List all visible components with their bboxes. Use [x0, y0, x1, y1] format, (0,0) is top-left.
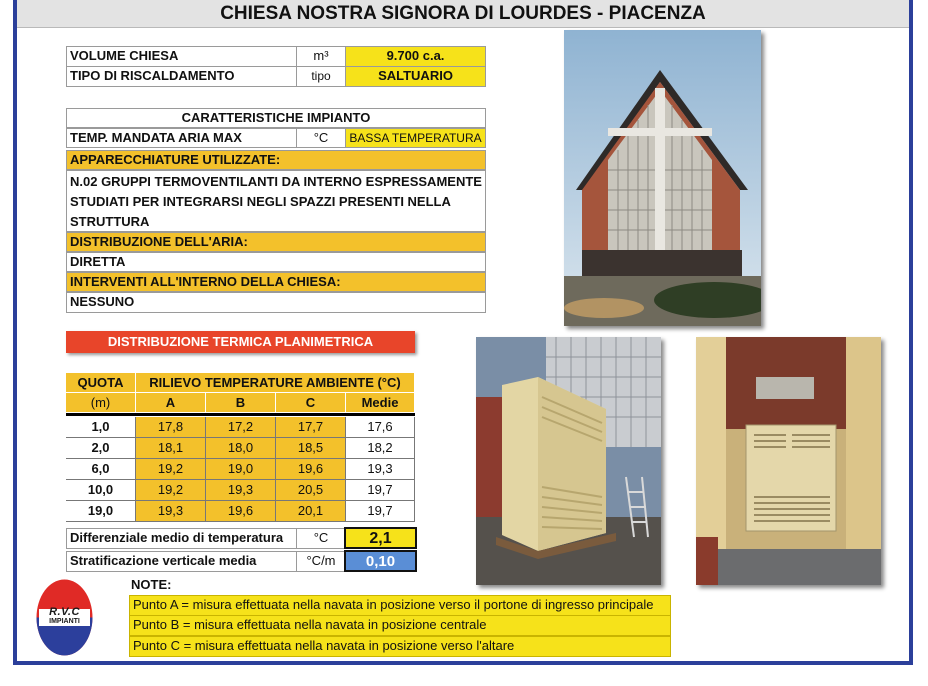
heating-unit: tipo — [296, 66, 346, 87]
equipment-line: STRUTTURA — [70, 214, 150, 229]
church-image — [564, 30, 761, 326]
indoor-unit-photo — [696, 337, 881, 585]
volume-label: VOLUME CHIESA — [66, 46, 297, 67]
outdoor-unit-photo — [476, 337, 661, 585]
strat-unit: °C/m — [296, 551, 346, 572]
row-value-medie: 17,6 — [346, 417, 415, 438]
row-value-a: 19,3 — [136, 501, 206, 522]
page-title: CHIESA NOSTRA SIGNORA DI LOURDES - PIACENZA — [17, 0, 909, 28]
strat-label: Stratificazione verticale media — [66, 551, 297, 572]
temp-unit: °C — [296, 128, 346, 148]
row-value-a: 19,2 — [136, 480, 206, 501]
row-value-medie: 19,3 — [346, 459, 415, 480]
note-b: Punto B = misura effettuata nella navata in posizione centrale — [129, 615, 671, 636]
equipment-line: STUDIATI PER INTEGRARSI NEGLI SPAZZI PRESENTI NELLA — [70, 194, 451, 209]
row-value-medie: 19,7 — [346, 501, 415, 522]
volume-unit: m³ — [296, 46, 346, 67]
row-value-c: 19,6 — [276, 459, 346, 480]
row-value-c: 18,5 — [276, 438, 346, 459]
row-value-c: 17,7 — [276, 417, 346, 438]
row-quota: 19,0 — [66, 501, 136, 522]
heating-label: TIPO DI RISCALDAMENTO — [66, 66, 297, 87]
rvc-logo — [36, 579, 93, 656]
quota-unit: (m) — [66, 393, 136, 413]
thermal-banner: DISTRIBUZIONE TERMICA PLANIMETRICA — [66, 331, 415, 353]
strat-value: 0,10 — [344, 550, 417, 572]
diff-value: 2,1 — [344, 527, 417, 549]
column-header-a: A — [136, 393, 206, 413]
row-value-b: 19,0 — [206, 459, 276, 480]
row-value-b: 17,2 — [206, 417, 276, 438]
diff-label: Differenziale medio di temperatura — [66, 528, 297, 549]
distribution-label: DISTRIBUZIONE DELL'ARIA: — [66, 232, 486, 252]
row-value-c: 20,5 — [276, 480, 346, 501]
survey-header: RILIEVO TEMPERATURE AMBIENTE (°C) — [136, 373, 415, 393]
row-value-b: 19,6 — [206, 501, 276, 522]
heating-value: SALTUARIO — [345, 66, 486, 87]
row-value-a: 18,1 — [136, 438, 206, 459]
quota-header: QUOTA — [66, 373, 136, 393]
equipment-description — [66, 170, 486, 232]
row-quota: 10,0 — [66, 480, 136, 501]
temp-label: TEMP. MANDATA ARIA MAX — [66, 128, 297, 148]
church-photo — [564, 30, 761, 326]
column-header-c: C — [276, 393, 346, 413]
row-value-b: 18,0 — [206, 438, 276, 459]
note-a: Punto A = misura effettuata nella navata in posizione verso il portone di ingresso principale — [129, 595, 671, 616]
row-quota: 6,0 — [66, 459, 136, 480]
notes-header: NOTE: — [131, 577, 172, 592]
system-header: CARATTERISTICHE IMPIANTO — [66, 108, 486, 128]
temp-value: BASSA TEMPERATURA — [345, 128, 486, 148]
note-c: Punto C = misura effettuata nella navata in posizione verso l'altare — [129, 636, 671, 657]
row-value-a: 19,2 — [136, 459, 206, 480]
row-quota: 2,0 — [66, 438, 136, 459]
outdoor-unit-image — [476, 337, 661, 585]
interventions-label: INTERVENTI ALL'INTERNO DELLA CHIESA: — [66, 272, 486, 292]
interventions-value: NESSUNO — [66, 292, 486, 313]
diff-unit: °C — [296, 528, 346, 549]
logo-top-text: R.V.C — [49, 606, 80, 618]
column-header-medie: Medie — [346, 393, 415, 413]
equipment-label: APPARECCHIATURE UTILIZZATE: — [66, 150, 486, 170]
row-value-c: 20,1 — [276, 501, 346, 522]
row-value-medie: 19,7 — [346, 480, 415, 501]
column-header-b: B — [206, 393, 276, 413]
row-value-b: 19,3 — [206, 480, 276, 501]
indoor-unit-image — [696, 337, 881, 585]
volume-value: 9.700 c.a. — [345, 46, 486, 67]
row-quota: 1,0 — [66, 417, 136, 438]
row-value-a: 17,8 — [136, 417, 206, 438]
header-divider — [66, 413, 415, 416]
logo-bottom-text: IMPIANTI — [49, 618, 80, 625]
equipment-line: N.02 GRUPPI TERMOVENTILANTI DA INTERNO ESPRESSAMENTE — [70, 174, 482, 189]
row-value-medie: 18,2 — [346, 438, 415, 459]
distribution-value: DIRETTA — [66, 252, 486, 272]
